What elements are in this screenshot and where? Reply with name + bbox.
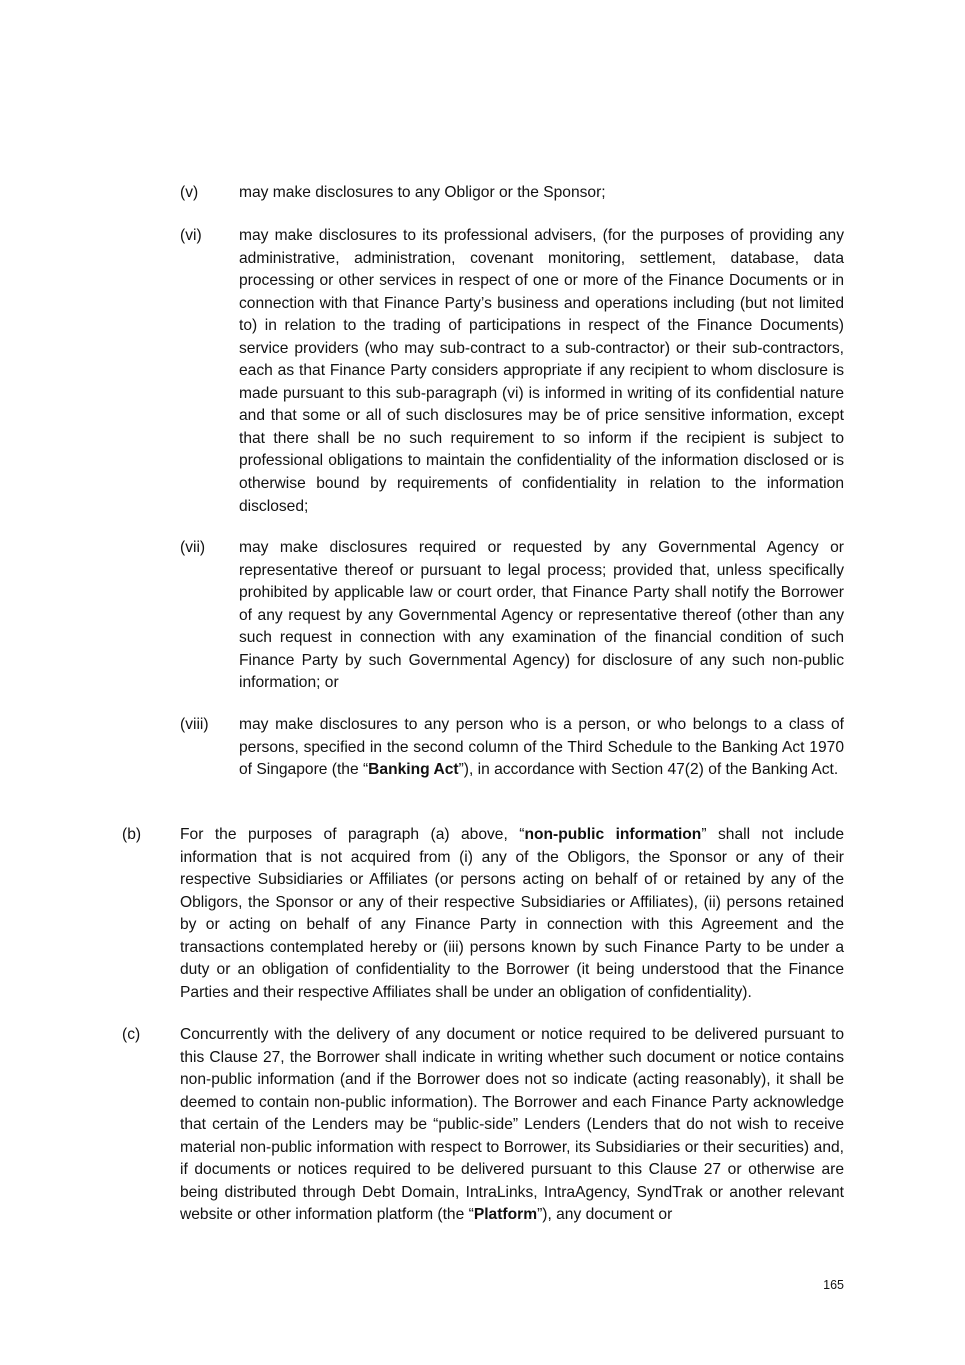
sub-paragraph-vi	[180, 225, 844, 518]
paragraph-text: For the purposes of paragraph (a) above, “non-public information” shall not include information that is not acquired from (i) any of the Obligors, the Sponsor or any of their respective Subsidiaries or Affiliates (or persons acting on behalf of or retained by any of the Obligors, the Sponsor or any of their respective Subsidiaries or Affiliates), (ii) persons retained by or acting on behalf of any Finance Party in connection with this Agreement and the transactions contemplated hereby or (iii) persons known by such Finance Party to be under a duty or an obligation of confidentiality to the Borrower (it being understood that the Finance Parties and their respective Affiliates shall be under an obligation of confidentiality).	[180, 826, 845, 1001]
paragraph-text: Concurrently with the delivery of any document or notice required to be delivered pursuant to this Clause 27, the Borrower shall indicate in writing whether such document or notice contains non-public information (and if the Borrower does not so indicate (acting reasonably), it shall be deemed to contain non-public information). The Borrower and each Finance Party acknowledge that certain of the Lenders may be “public-side” Lenders (Lenders that do not wish to receive material non-public information with respect to Borrower, its Subsidiaries or their securities) and, if documents or notices required to be delivered pursuant to this Clause 27 or otherwise are being distributed through Debt Domain, IntraLinks, IntraAgency, SyndTrak or another relevant website or other information platform (the “Platform”), any document or	[180, 1026, 844, 1224]
defined-term: Banking Act	[368, 761, 459, 779]
sub-paragraph-vii	[180, 537, 844, 695]
paragraph-text: may make disclosures to any Obligor or the Sponsor;	[239, 184, 606, 201]
paragraph-label: (vi)	[180, 227, 202, 244]
paragraph-b	[122, 824, 844, 1004]
sub-paragraph-v	[180, 182, 844, 205]
paragraph-text: may make disclosures to its professional advisers, (for the purposes of providing any administrative, administration, covenant monitoring, settlement, database, data processing or other services in respect of one or more of the Finance Documents or in connection with that Finance Party’s business and operations including (but not limited to) in relation to the trading of participations in respect of the Finance Documents) service providers (who may sub-contract to a sub-contractor) or their sub-contractors, each as that Finance Party considers appropriate if any recipient to whom disclosure is made pursuant to this sub-paragraph (vi) is informed in writing of its confidential nature and that some or all of such disclosures may be of price sensitive information, except that there shall be no such requirement to so inform if the recipient is subject to professional obligations to maintain the confidentiality of the information disclosed or is otherwise bound by requirements of confidentiality in relation to the information disclosed;	[239, 227, 844, 515]
paragraph-text: may make disclosures to any person who is a person, or who belongs to a class of persons, specified in the second column of the Third Schedule to the Banking Act 1970 of Singapore (the “Banking Act”), in accordance with Section 47(2) of the Banking Act.	[239, 716, 844, 779]
defined-term: Platform	[473, 1206, 538, 1224]
paragraph-label: (b)	[122, 826, 142, 843]
page-number: 165	[823, 1278, 844, 1292]
paragraph-text: may make disclosures required or requested by any Governmental Agency or representative thereof or pursuant to legal process; provided that, unless specifically prohibited by applicable law or court order, that Finance Party shall notify the Borrower of any request by any Governmental Agency or representative thereof (other than any such request in connection with any examination of the financial condition of such Finance Party by such Governmental Agency) for disclosure of any such non-public information; or	[239, 539, 844, 692]
paragraph-c	[122, 1024, 844, 1227]
paragraph-label: (c)	[122, 1026, 141, 1043]
paragraph-label: (v)	[180, 184, 199, 201]
paragraph-label: (vii)	[180, 539, 206, 556]
defined-term: non-public information	[524, 826, 702, 843]
paragraph-label: (viii)	[180, 716, 209, 733]
sub-paragraph-viii	[180, 714, 844, 782]
